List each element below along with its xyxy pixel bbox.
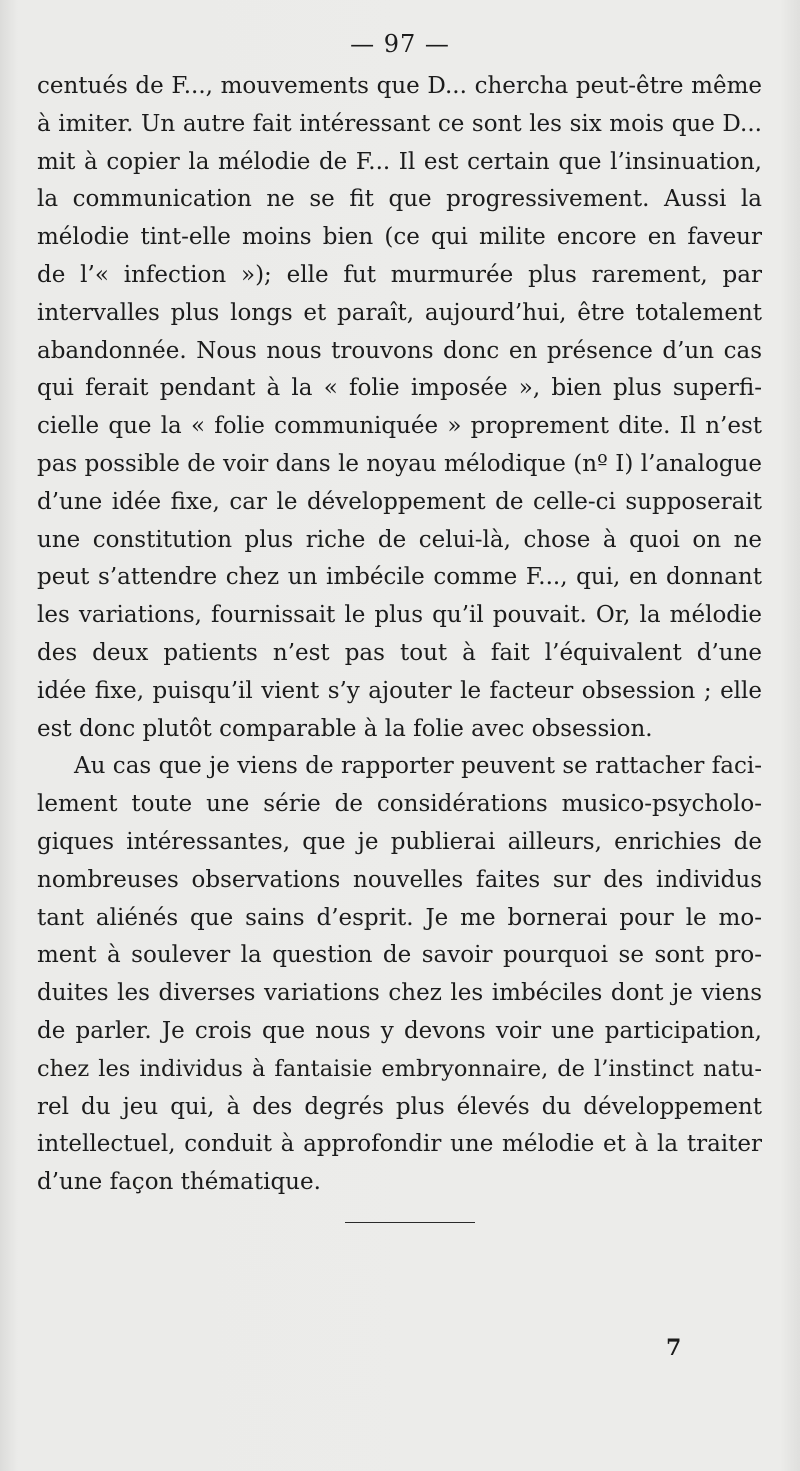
text-line: tant aliénés que sains d’esprit. Je me bornerai pour le mo- <box>37 904 762 931</box>
signature-mark: 7 <box>666 1335 682 1361</box>
text-line: d’une façon thématique. <box>37 1169 321 1196</box>
text-line: mit à copier la mélodie de F... Il est certain que l’insinuation, <box>37 148 762 175</box>
text-line: lement toute une série de considérations musico-psycholo- <box>37 791 762 818</box>
text-line: à imiter. Un autre fait intéressant ce sont les six mois que D... <box>37 110 762 137</box>
page-number: — 97 — <box>350 30 450 58</box>
text-line: une constitution plus riche de celui-là, chose à quoi on ne <box>37 526 762 553</box>
text-line: rel du jeu qui, à des degrés plus élevés du développement <box>37 1093 762 1120</box>
text-line: la communication ne se fit que progressivement. Aussi la <box>37 186 762 213</box>
text-line: de l’« infection »); elle fut murmurée plus rarement, par <box>37 261 762 288</box>
paragraph-2 <box>37 748 762 1202</box>
text-line: Au cas que je viens de rapporter peuvent se rattacher faci- <box>74 753 762 780</box>
text-line: qui ferait pendant à la « folie imposée », bien plus superfi- <box>37 375 762 402</box>
text-line: mélodie tint-elle moins bien (ce qui milite encore en faveur <box>37 224 762 251</box>
text-line: giques intéressantes, que je publierai ailleurs, enrichies de <box>37 828 762 855</box>
text-line: chez les individus à fantaisie embryonnaire, de l’instinct natu- <box>37 1055 762 1082</box>
text-line: d’une idée fixe, car le développement de celle-ci supposerait <box>37 488 762 515</box>
text-line: peut s’attendre chez un imbécile comme F..., qui, en donnant <box>37 564 762 591</box>
text-line: ment à soulever la question de savoir pourquoi se sont pro- <box>37 942 762 969</box>
text-line: nombreuses observations nouvelles faites sur des individus <box>37 866 762 893</box>
section-divider <box>345 1222 475 1223</box>
text-line: intervalles plus longs et paraît, aujourd’hui, être totalement <box>37 299 762 326</box>
text-line: duites les diverses variations chez les imbéciles dont je viens <box>37 980 762 1007</box>
text-line: centués de F..., mouvements que D... chercha peut-être même <box>37 73 762 99</box>
text-line: abandonnée. Nous nous trouvons donc en présence d’un cas <box>37 337 762 364</box>
text-line: des deux patients n’est pas tout à fait l’équivalent d’une <box>37 639 762 666</box>
text-line: les variations, fournissait le plus qu’il pouvait. Or, la mélodie <box>37 602 762 629</box>
body-text <box>37 68 762 1202</box>
text-line: de parler. Je crois que nous y devons voir une participation, <box>37 1017 762 1044</box>
paragraph-1 <box>37 68 762 748</box>
text-line: est donc plutôt comparable à la folie avec obsession. <box>37 715 653 742</box>
text-line: pas possible de voir dans le noyau mélodique (nº I) l’analogue <box>37 450 762 477</box>
text-line: intellectuel, conduit à approfondir une mélodie et à la traiter <box>37 1131 762 1158</box>
text-line: cielle que la « folie communiquée » proprement dite. Il n’est <box>37 413 762 440</box>
text-line: idée fixe, puisqu’il vient s’y ajouter le facteur obsession ; elle <box>37 677 762 704</box>
